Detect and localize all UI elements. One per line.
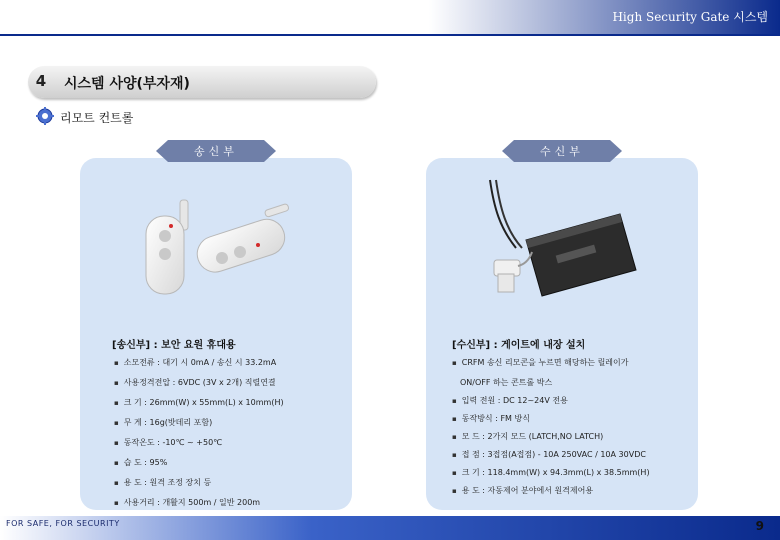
transmitter-spec-item: ▪ 소모전류 : 대기 시 0mA / 송신 시 33.2mA (114, 357, 276, 368)
transmitter-spec-item: ▪ 사용거리 : 개활지 500m / 일반 200m (114, 497, 260, 508)
receiver-spec-item: ▪ 용 도 : 자동제어 분야에서 원격제어용 (452, 485, 593, 496)
receiver-spec-item: ▪ 동작방식 : FM 방식 (452, 413, 530, 424)
receiver-box-image (470, 178, 640, 308)
transmitter-spec-item: ▪ 습 도 : 95% (114, 457, 167, 468)
receiver-label-pill (502, 140, 622, 162)
receiver-spec-item: ▪ CRFM 송신 리모콘을 누르면 해당하는 릴레이가 (452, 357, 629, 368)
remote-control-image (140, 198, 300, 303)
receiver-label: 수신부 (540, 145, 584, 158)
transmitter-spec-item: ▪ 용 도 : 원격 조정 장치 등 (114, 477, 211, 488)
receiver-spec-item: ▪ 크 기 : 118.4mm(W) x 94.3mm(L) x 38.5mm(H) (452, 467, 650, 478)
transmitter-spec-item: ▪ 크 기 : 26mm(W) x 55mm(L) x 10mm(H) (114, 397, 284, 408)
receiver-spec-item-continuation: ON/OFF 하는 콘트롤 박스 (460, 378, 553, 387)
receiver-spec-item: ▪ 입력 전원 : DC 12~24V 전용 (452, 395, 568, 406)
subsection-title: 리모트 컨트롤 (60, 111, 134, 125)
section-title: 시스템 사양(부자재) (64, 76, 190, 92)
transmitter-label: 송신부 (194, 145, 238, 158)
top-header-bar (0, 0, 780, 34)
receiver-spec-item: ▪ 접 점 : 3접점(A접점) - 10A 250VAC / 10A 30VDC (452, 449, 646, 460)
page-number: 9 (755, 519, 764, 533)
header-divider (0, 34, 780, 36)
receiver-spec-item: ▪ 모 드 : 2가지 모드 (LATCH,NO LATCH) (452, 431, 603, 442)
receiver-heading: [수신부] : 게이트에 내장 설치 (452, 340, 586, 351)
section-number: 4 (35, 72, 47, 90)
transmitter-heading: [송신부] : 보안 요원 휴대용 (112, 340, 236, 351)
transmitter-spec-item: ▪ 사용정격전압 : 6VDC (3V x 2개) 직렬연결 (114, 377, 276, 388)
transmitter-spec-item: ▪ 무 게 : 16g(밧데리 포함) (114, 417, 212, 428)
transmitter-label-pill (156, 140, 276, 162)
document-title: High Security Gate 시스템 (612, 10, 768, 24)
gear-icon (36, 107, 54, 125)
transmitter-spec-item: ▪ 동작온도 : -10℃ ~ +50℃ (114, 437, 222, 448)
footer-slogan: FOR SAFE, FOR SECURITY (6, 519, 120, 528)
